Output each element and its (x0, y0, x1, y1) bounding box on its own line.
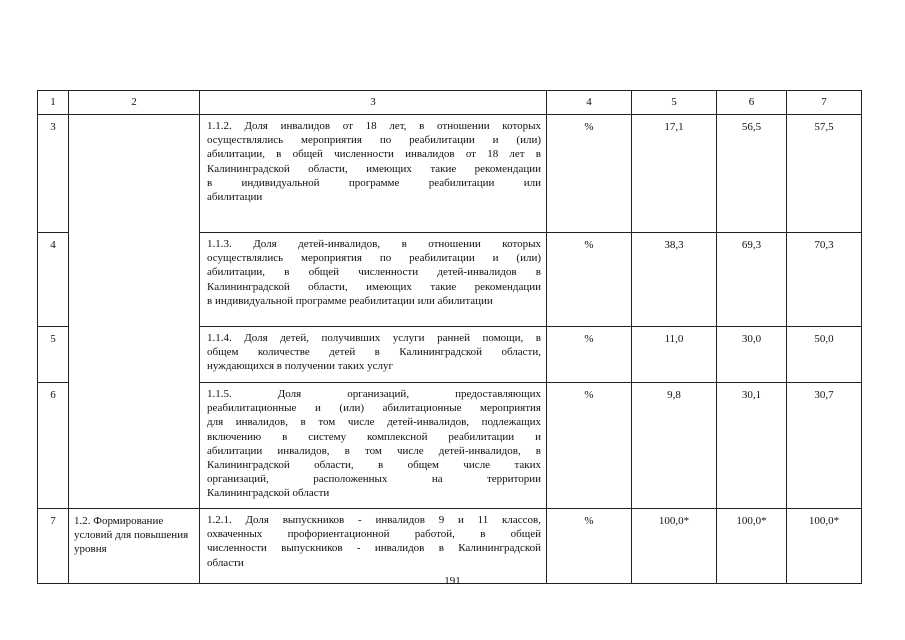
text-line: организаций, расположенных на территории (207, 473, 541, 486)
value-cell-6: 56,5 (717, 115, 787, 233)
text-line: охваченных профориентационной работой, в общей (207, 528, 541, 541)
value-cell-5: 9,8 (632, 383, 717, 509)
unit-cell: % (547, 509, 632, 584)
header-cell-3: 3 (200, 91, 547, 115)
value-cell-7: 70,3 (787, 233, 862, 327)
text-line: осуществлялись мероприятия по реабилитации и (или) (207, 252, 541, 265)
unit-cell: % (547, 233, 632, 327)
value-cell-7: 30,7 (787, 383, 862, 509)
table-header-row (38, 91, 862, 115)
text-line: осуществлялись мероприятия по реабилитации и (или) (207, 134, 541, 147)
value-cell-7: 100,0* (787, 509, 862, 584)
text-line: 1.1.4. Доля детей, получивших услуги ранней помощи, в (207, 332, 541, 344)
goal-cell (69, 115, 200, 509)
text-line: нуждающихся в получении таких услуг (207, 360, 393, 373)
text-line: Калининградской области (207, 487, 330, 500)
text-line: абилитации, в общей численности детей-инвалидов в (207, 266, 541, 279)
row-number: 4 (38, 233, 69, 327)
text-line: Калининградской области, в общем числе таких (207, 459, 541, 472)
text-line: в индивидуальной программе реабилитации или (207, 176, 541, 189)
text-line: абилитации (207, 191, 263, 204)
unit-cell: % (547, 327, 632, 383)
goal-cell: 1.2. Формирование условий для повышения уровня (69, 509, 200, 584)
text-line: абилитации, в общей численности инвалидов от 18 лет в (207, 148, 541, 161)
indicator-text (200, 383, 547, 509)
row-number: 5 (38, 327, 69, 383)
text-line: области (207, 556, 244, 569)
text-line: общем количестве детей в Калининградской области, (207, 346, 541, 359)
value-cell-6: 30,1 (717, 383, 787, 509)
value-cell-5: 100,0* (632, 509, 717, 584)
header-cell-5: 5 (632, 91, 717, 115)
text-line: для инвалидов, в том числе детей-инвалидов, подлежащих (207, 416, 541, 429)
table-row (38, 509, 862, 584)
value-cell-7: 50,0 (787, 327, 862, 383)
page-number: 191 (444, 575, 461, 587)
value-cell-6: 30,0 (717, 327, 787, 383)
text-line: 1.1.3. Доля детей-инвалидов, в отношении которых (207, 238, 541, 250)
text-line: Калининградской области, имеющих такие рекомендации (207, 280, 541, 293)
value-cell-5: 17,1 (632, 115, 717, 233)
text-line: численности выпускников - инвалидов в Калининградской (207, 542, 541, 555)
indicator-text (200, 115, 547, 233)
text-line: 1.1.5. Доля организаций, предоставляющих (207, 388, 541, 400)
row-number: 6 (38, 383, 69, 509)
value-cell-6: 69,3 (717, 233, 787, 327)
text-line: 1.1.2. Доля инвалидов от 18 лет, в отношении которых (207, 120, 541, 132)
text-line: абилитации инвалидов, в том числе детей-инвалидов, в (207, 444, 541, 457)
text-line: 1.2.1. Доля выпускников - инвалидов 9 и 11 классов, (207, 514, 541, 526)
header-cell-6: 6 (717, 91, 787, 115)
header-cell-1: 1 (38, 91, 69, 115)
value-cell-5: 11,0 (632, 327, 717, 383)
text-line: в индивидуальной программе реабилитации или абилитации (207, 294, 493, 307)
value-cell-5: 38,3 (632, 233, 717, 327)
header-cell-7: 7 (787, 91, 862, 115)
indicator-text (200, 233, 547, 327)
row-number: 3 (38, 115, 69, 233)
value-cell-7: 57,5 (787, 115, 862, 233)
unit-cell: % (547, 115, 632, 233)
header-cell-2: 2 (69, 91, 200, 115)
unit-cell: % (547, 383, 632, 509)
header-cell-4: 4 (547, 91, 632, 115)
indicator-text (200, 327, 547, 383)
indicators-table (37, 90, 862, 584)
text-line: включению в систему комплексной реабилитации и (207, 430, 541, 443)
indicator-text (200, 509, 547, 584)
text-line: Калининградской области, имеющих такие рекомендации (207, 162, 541, 175)
table-row (38, 115, 862, 233)
row-number: 7 (38, 509, 69, 584)
text-line: реабилитационные и (или) абилитационные мероприятия (207, 402, 541, 415)
value-cell-6: 100,0* (717, 509, 787, 584)
